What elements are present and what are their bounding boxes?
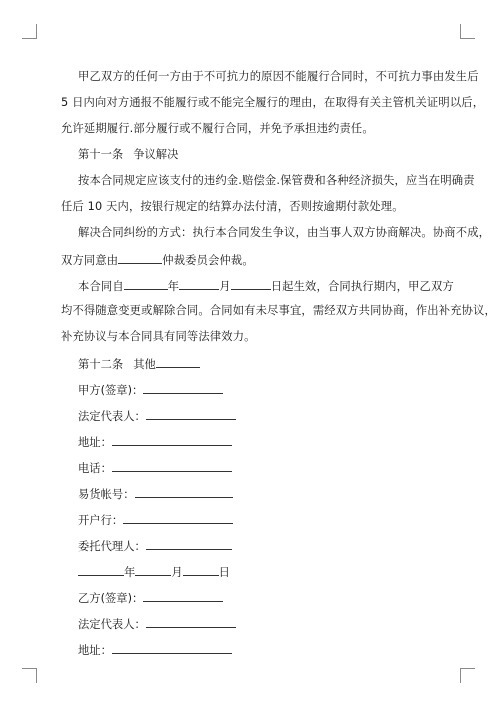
article-11-title: 争议解决 [133,148,179,161]
party-a-bank-field [78,512,233,528]
party-b-seal-label: 乙方(签章)： [78,592,144,605]
party-a-agent-blank[interactable] [146,538,232,550]
article-11-number: 第十一条 [78,148,124,161]
article-12-title: 其他 [133,358,156,371]
para4-line2: 均不得随意变更或解除合同。合同如有未尽事宜，需经双方共同协商，作出补充协议， [61,304,496,317]
effective-month-blank[interactable] [179,278,219,290]
party-a-account-label: 易货帐号： [78,488,135,501]
party-a-agent-label: 委托代理人： [78,540,146,553]
signing-date-line [78,564,230,580]
party-a-bank-label: 开户行： [78,514,124,527]
signing-day-label: 日 [218,566,230,579]
para3-line1: 解决合同纠纷的方式：执行本合同发生争议，由当事人双方协商解决。协商不成， [78,226,491,239]
article-12-number: 第十二条 [78,358,124,371]
article-12-heading [78,356,200,372]
crop-mark-top-right [460,24,475,39]
party-a-seal-label: 甲方(签章)： [78,384,144,397]
para2-line1: 按本合同规定应该支付的违约金.赔偿金.保管费和各种经济损失，应当在明确责 [78,174,475,187]
signing-year-blank[interactable] [78,564,124,576]
signing-month-blank[interactable] [135,564,171,576]
effective-year-label: 年 [167,280,180,293]
party-b-address-field [78,642,232,658]
party-a-phone-blank[interactable] [112,460,232,472]
party-a-seal-field [78,382,223,398]
other-terms-blank[interactable] [156,356,200,368]
party-b-seal-blank[interactable] [143,590,223,602]
para3-line2-suffix: 仲裁委员会仲裁。 [162,254,254,267]
party-a-account-blank[interactable] [135,486,233,498]
effective-date-suffix: 日起生效，合同执行期内，甲乙双方 [270,280,454,293]
signing-year-label: 年 [124,566,136,579]
arbitration-commission-blank[interactable] [118,252,162,264]
effective-year-blank[interactable] [124,278,168,290]
party-a-phone-label: 电话： [78,462,112,475]
party-b-address-label: 地址： [78,644,112,657]
para4-line1 [78,278,454,294]
party-a-phone-field [78,460,232,476]
party-b-legal-rep-label: 法定代表人： [78,618,146,631]
party-b-legal-rep-field [78,616,236,632]
party-a-legal-rep-blank[interactable] [146,408,236,420]
party-a-legal-rep-label: 法定代表人： [78,410,146,423]
article-11-heading [78,148,178,162]
party-a-bank-blank[interactable] [123,512,233,524]
para2-line2: 任后 10 天内，按银行规定的结算办法付清，否则按逾期付款处理。 [61,200,404,213]
party-a-seal-blank[interactable] [143,382,223,394]
party-b-seal-field [78,590,223,606]
signing-month-label: 月 [171,566,183,579]
effective-month-label: 月 [219,280,231,293]
party-a-address-label: 地址： [78,436,112,449]
crop-mark-bottom-right [460,668,475,683]
para4-line3: 补充协议与本合同具有同等法律效力。 [61,330,256,343]
party-a-agent-field [78,538,232,554]
para3-line2-prefix: 双方同意由 [61,254,119,267]
party-a-legal-rep-field [78,408,236,424]
effective-date-prefix: 本合同自 [78,280,124,293]
effective-day-blank[interactable] [231,278,271,290]
crop-mark-top-left [22,24,37,39]
crop-mark-bottom-left [22,668,37,683]
party-b-address-blank[interactable] [112,642,232,654]
party-b-legal-rep-blank[interactable] [146,616,236,628]
signing-day-blank[interactable] [183,564,219,576]
para1-line2: 5 日内向对方通报不能履行或不能完全履行的理由，在取得有关主管机关证明以后， [61,96,485,109]
party-a-address-field [78,434,232,450]
party-a-address-blank[interactable] [112,434,232,446]
para1-line1: 甲乙双方的任何一方由于不可抗力的原因不能履行合同时，不可抗力事由发生后 [78,70,479,83]
party-a-account-field [78,486,233,502]
para3-line2 [61,252,254,268]
para1-line3: 允许延期履行.部分履行或不履行合同，并免予承担违约责任。 [61,122,374,135]
